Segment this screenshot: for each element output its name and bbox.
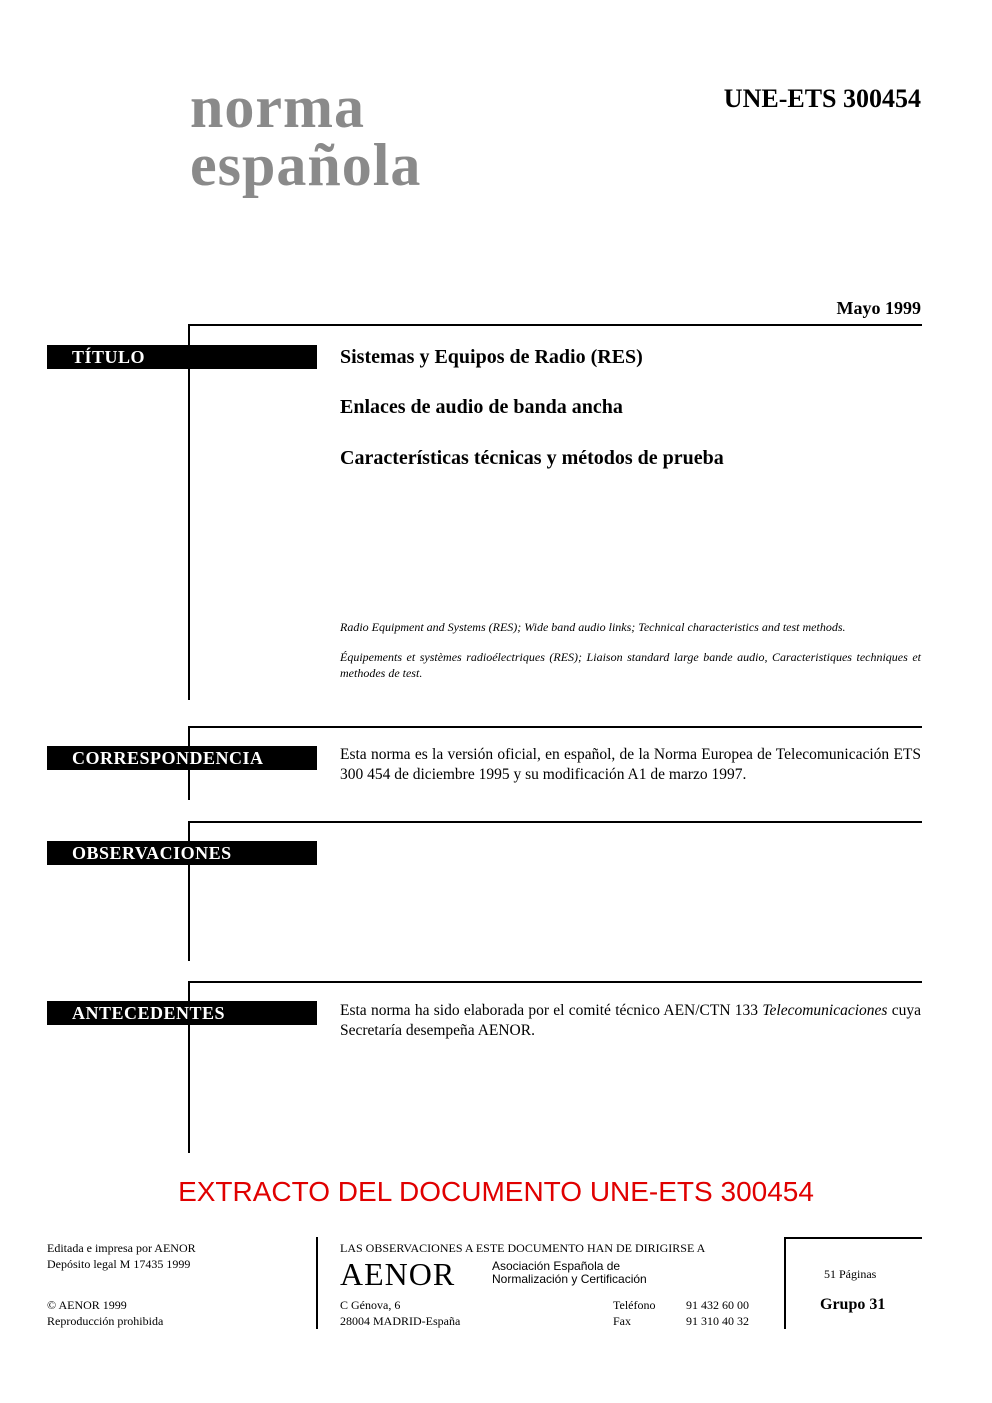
- footer-contact-labels: [613, 1297, 655, 1329]
- footer-edited-by: Editada e impresa por AENOR: [47, 1241, 196, 1255]
- footer-address-line-2: 28004 MADRID-España: [340, 1314, 461, 1328]
- vertical-rule-titulo: [188, 324, 190, 700]
- divider-correspondencia: [188, 726, 922, 728]
- brand-line-2: española: [190, 132, 422, 198]
- price-group: Grupo 31: [820, 1296, 886, 1313]
- brand-line-1: norma: [190, 74, 365, 140]
- aenor-assoc-line-1: Asociación Española de: [492, 1259, 621, 1273]
- footer-separator-left: [316, 1237, 318, 1329]
- page-count: 51 Páginas: [824, 1267, 877, 1281]
- divider-observaciones: [188, 821, 922, 823]
- label-correspondencia: CORRESPONDENCIA: [47, 746, 317, 770]
- aenor-assoc-line-2: Normalización y Certificación: [492, 1272, 647, 1286]
- label-titulo: TÍTULO: [47, 345, 317, 369]
- aenor-logo: AENOR: [340, 1256, 456, 1292]
- antecedentes-committee-name: Telecomunicaciones: [762, 1002, 888, 1019]
- footer-observations-heading: LAS OBSERVACIONES A ESTE DOCUMENTO HAN DE DIRIGIRSE A: [340, 1241, 706, 1255]
- divider-antecedentes: [188, 981, 922, 983]
- footer-reproduction: Reproducción prohibida: [47, 1314, 164, 1328]
- footer-copyright: © AENOR 1999: [47, 1298, 127, 1312]
- aenor-association-name: [492, 1260, 647, 1286]
- extract-notice: EXTRACTO DEL DOCUMENTO UNE-ETS 300454: [178, 1176, 814, 1207]
- footer-fax-label: Fax: [613, 1314, 631, 1328]
- divider-titulo: [188, 324, 922, 326]
- footer-contact-values: [686, 1297, 749, 1329]
- footer-edition-info: [47, 1240, 196, 1272]
- antecedentes-text-start: Esta norma ha sido elaborada por el comité técnico AEN/CTN 133: [340, 1002, 763, 1019]
- title-french: Équipements et systèmes radioélectriques (RES); Liaison standard large bande audio, Caracteristiques techniques et methodes de test.: [340, 650, 921, 680]
- footer-box-left-rule: [784, 1237, 786, 1329]
- label-observaciones: OBSERVACIONES: [47, 841, 317, 865]
- antecedentes-text-end: cuya Secretaría desempeña AENOR.: [340, 1002, 922, 1039]
- footer-address: [340, 1297, 460, 1329]
- title-line-3: Características técnicas y métodos de prueba: [340, 447, 724, 469]
- footer-phone-value: 91 432 60 00: [686, 1298, 749, 1312]
- brand-title: [190, 74, 422, 198]
- footer-legal-deposit: Depósito legal M 17435 1999: [47, 1257, 191, 1271]
- footer-address-line-1: C Génova, 6: [340, 1298, 401, 1312]
- footer-box-top-rule: [784, 1237, 922, 1239]
- publication-date: Mayo 1999: [836, 298, 921, 318]
- title-english: Radio Equipment and Systems (RES); Wide band audio links; Technical characteristics and test methods.: [340, 620, 846, 634]
- title-line-1: Sistemas y Equipos de Radio (RES): [340, 346, 643, 368]
- title-line-2: Enlaces de audio de banda ancha: [340, 396, 623, 418]
- standard-code: UNE-ETS 300454: [723, 84, 921, 113]
- footer-fax-value: 91 310 40 32: [686, 1314, 749, 1328]
- footer-copyright-info: [47, 1297, 163, 1329]
- label-antecedentes: ANTECEDENTES: [47, 1001, 317, 1025]
- footer-phone-label: Teléfono: [613, 1298, 656, 1312]
- correspondencia-text: Esta norma es la versión oficial, en español, de la Norma Europea de Telecomunicación ETS 300 454 de diciembre 1995 y su modificación A1 de marzo 1997.: [340, 746, 921, 783]
- antecedentes-text: [340, 1001, 921, 1041]
